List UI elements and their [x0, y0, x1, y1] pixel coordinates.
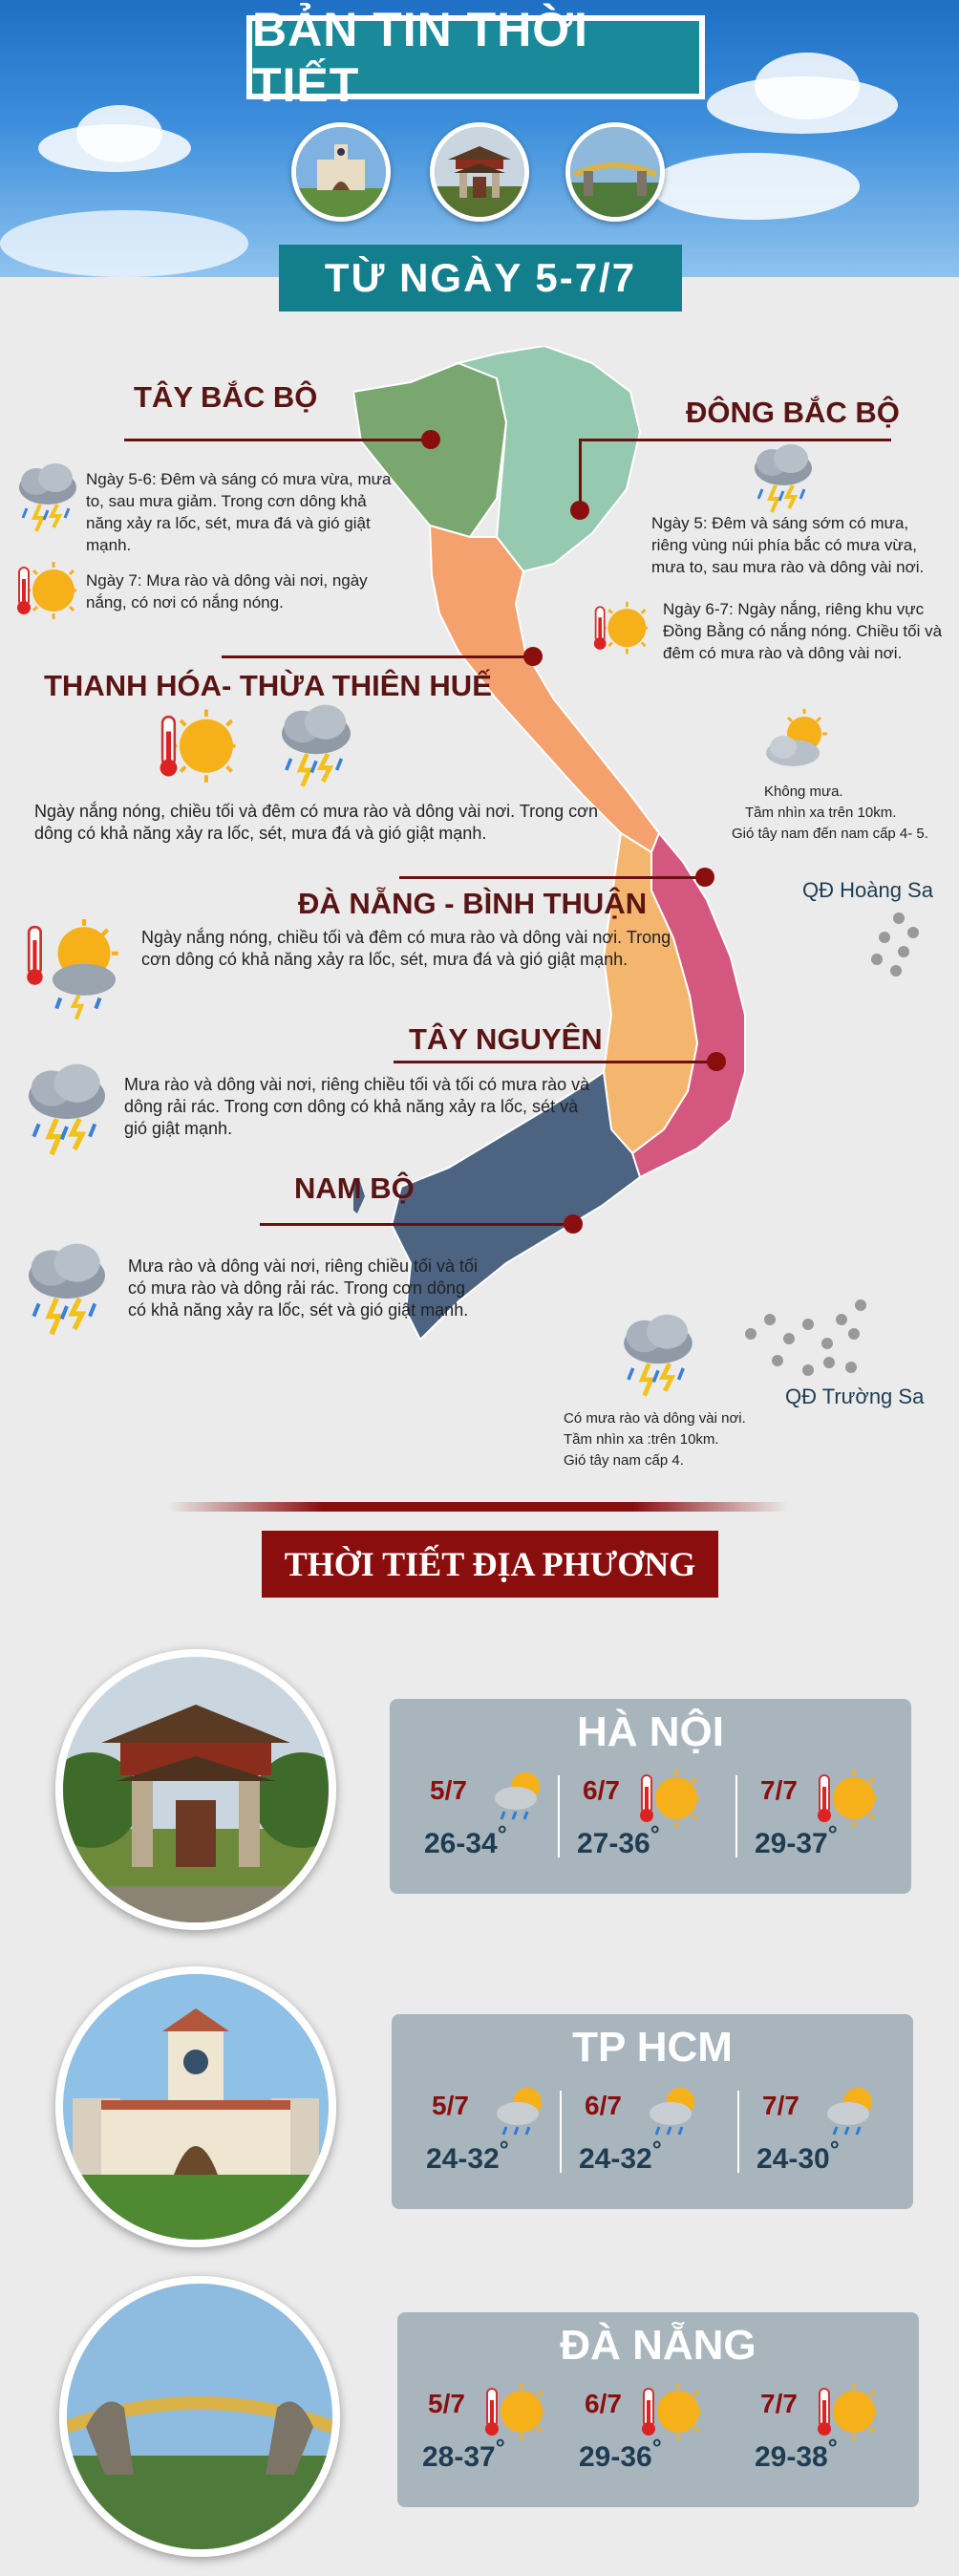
sun-cloud-rain-icon — [820, 2083, 883, 2140]
region-pointer-line — [394, 1061, 718, 1063]
cloud-decoration — [755, 53, 860, 119]
day-forecast — [757, 2091, 862, 2196]
storm-cloud-icon — [13, 461, 82, 537]
city-name: HÀ NỘI — [577, 1708, 724, 1755]
page-title: BẢN TIN THỜI TIẾT — [246, 15, 705, 99]
region-title-dong-bac: ĐÔNG BẮC BỘ — [686, 396, 900, 429]
sun-cloud-rain-icon — [487, 1768, 550, 1825]
storm-cloud-icon — [617, 1311, 699, 1403]
region-pointer-line — [579, 439, 582, 507]
city-panel-ha-noi — [390, 1699, 911, 1894]
island-dot — [764, 1314, 776, 1325]
island-dot — [879, 932, 890, 943]
island-dot — [893, 912, 905, 924]
day-temperature — [579, 2435, 662, 2474]
island-dot — [848, 1328, 860, 1340]
degree-symbol: ° — [827, 1821, 838, 1848]
city-panel-da-nang — [397, 2312, 919, 2507]
region-pointer-line — [222, 655, 533, 658]
hot-sun-icon — [153, 707, 243, 787]
day-forecast — [579, 2389, 684, 2494]
landmark-photo-van-mieu — [430, 122, 529, 222]
city-photo-ha-noi — [55, 1649, 336, 1930]
day-temperature — [422, 2435, 505, 2474]
city-name: ĐÀ NẴNG — [560, 2322, 757, 2369]
region-pointer-dot — [421, 430, 440, 449]
temp-value: 27-36 — [577, 1828, 650, 1859]
day-temperature — [755, 2435, 838, 2474]
truong-sa-line-1: Có mưa rào và dông vài nơi. — [564, 1410, 746, 1427]
hoang-sa-line-3: Gió tây nam đến nam cấp 4- 5. — [732, 826, 928, 842]
region-pointer-dot — [564, 1214, 583, 1234]
region-pointer-dot — [570, 501, 589, 520]
hoang-sa-line-2: Tầm nhìn xa trên 10km. — [745, 805, 897, 821]
degree-symbol: ° — [650, 1821, 660, 1848]
island-dot — [783, 1333, 795, 1344]
region-pointer-line — [124, 439, 435, 441]
sun-cloud-rain-icon — [642, 2083, 705, 2140]
temp-value: 24-32 — [579, 2143, 652, 2175]
degree-symbol: ° — [829, 2136, 840, 2163]
date-range: TỪ NGÀY 5-7/7 — [279, 245, 682, 311]
island-dot — [821, 1338, 833, 1349]
cloud-decoration — [650, 153, 860, 220]
region-text-dong-bac-day5: Ngày 5: Đêm và sáng sớm có mưa, riêng vùng núi phía bắc có mưa vừa, mưa to, sau mưa rào và dông vài nơi. — [651, 514, 925, 576]
day-temperature — [424, 1821, 507, 1860]
temp-value: 29-38 — [755, 2441, 828, 2473]
storm-cloud-icon — [749, 441, 818, 518]
day-forecast — [755, 1775, 860, 1880]
region-text-da-nang-binh-thuan: Ngày nắng nóng, chiều tối và đêm có mưa rào và dông vài nơi. Trong cơn dông có khả năng xảy ra lốc, sét, mưa đá và gió giật mạnh. — [141, 928, 671, 969]
degree-symbol: ° — [651, 2435, 662, 2461]
truong-sa-line-3: Gió tây nam cấp 4. — [564, 1452, 684, 1469]
region-title-nam-bo: NAM BỘ — [294, 1171, 415, 1205]
temp-value: 29-37 — [755, 1828, 828, 1859]
region-text-nam-bo: Mưa rào và dông vài nơi, riêng chiều tối và tối có mưa rào và dông rải rác. Trong cơn dông có khả năng xảy ra lốc, sét và gió giật mạnh. — [128, 1256, 479, 1320]
day-date: 6/7 — [583, 1775, 620, 1805]
hoang-sa-line-1: Không mưa. — [764, 784, 843, 800]
hot-sun-icon — [590, 600, 651, 657]
landmark-photo-golden-bridge — [565, 122, 665, 222]
day-date: 7/7 — [760, 2389, 798, 2418]
region-text-tay-bac-day7: Ngày 7: Mưa rào và dông vài nơi, ngày nắng, có nơi có nắng nóng. — [86, 571, 368, 612]
day-date: 6/7 — [585, 2389, 622, 2418]
storm-cloud-icon — [21, 1059, 113, 1164]
day-divider — [560, 2091, 562, 2173]
region-title-tay-bac: TÂY BẮC BỘ — [134, 380, 318, 414]
degree-symbol: ° — [495, 2435, 505, 2461]
degree-symbol: ° — [827, 2435, 838, 2461]
island-dot — [845, 1362, 857, 1373]
degree-symbol: ° — [499, 2136, 509, 2163]
island-dot — [802, 1319, 814, 1330]
island-dot — [871, 954, 883, 965]
storm-cloud-icon — [21, 1238, 113, 1343]
day-forecast — [422, 2389, 527, 2494]
landmark-photo-ben-thanh — [291, 122, 391, 222]
cloud-decoration — [0, 210, 248, 277]
city-name: TP HCM — [572, 2024, 733, 2071]
island-dot — [836, 1314, 847, 1325]
island-dot — [802, 1364, 814, 1376]
day-temperature — [577, 1821, 660, 1860]
day-temperature — [755, 1821, 838, 1860]
hot-sun-storm-icon — [17, 919, 130, 1024]
day-date: 5/7 — [432, 2091, 469, 2120]
region-text-thanh-hoa-hue: Ngày nắng nóng, chiều tối và đêm có mưa rào và dông vài nơi. Trong cơn dông có khả năng xảy ra lốc, sét, mưa đá và gió giật mạnh. — [34, 802, 598, 843]
day-temperature — [757, 2136, 840, 2176]
region-pointer-dot — [707, 1052, 726, 1071]
section-divider — [167, 1502, 788, 1512]
region-text-tay-bac-day56: Ngày 5-6: Đêm và sáng có mưa vừa, mưa to, sau mưa giảm. Trong cơn dông khả năng xảy ra lốc, sét, mưa đá và gió giật mạnh. — [86, 470, 392, 554]
hot-sun-icon — [13, 560, 80, 623]
region-title-thanh-hoa-hue: THANH HÓA- THỪA THIÊN HUẾ — [44, 669, 492, 702]
day-forecast — [426, 2091, 531, 2196]
region-pointer-dot — [695, 868, 714, 887]
degree-symbol: ° — [651, 2136, 662, 2163]
day-forecast — [579, 2091, 684, 2196]
island-label-hoang-sa: QĐ Hoàng Sa — [802, 878, 933, 902]
temp-value: 24-32 — [426, 2143, 500, 2175]
day-temperature — [426, 2136, 509, 2176]
island-dot — [745, 1328, 757, 1340]
region-title-tay-nguyen: TÂY NGUYÊN — [409, 1022, 603, 1056]
city-photo-da-nang — [59, 2276, 340, 2557]
island-dot — [823, 1357, 835, 1368]
temp-value: 29-36 — [579, 2441, 652, 2473]
day-date: 7/7 — [762, 2091, 799, 2120]
region-text-tay-nguyen: Mưa rào và dông vài nơi, riêng chiều tối và tối có mưa rào và dông rải rác. Trong cơn dông có khả năng xảy ra lốc, sét và gió giật mạnh. — [124, 1075, 590, 1138]
day-temperature — [579, 2136, 662, 2176]
day-date: 5/7 — [428, 2389, 465, 2418]
day-date: 7/7 — [760, 1775, 798, 1805]
island-dot — [772, 1355, 783, 1366]
city-photo-tp-hcm — [55, 1966, 336, 2247]
region-pointer-line — [581, 439, 891, 441]
sun-cloud-rain-icon — [489, 2083, 552, 2140]
region-text-dong-bac-day67: Ngày 6-7: Ngày nắng, riêng khu vực Đồng Bằng có nắng nóng. Chiều tối và đêm có mưa rào và dông vài nơi. — [663, 600, 943, 662]
island-dot — [855, 1299, 866, 1311]
region-title-da-nang-binh-thuan: ĐÀ NẴNG - BÌNH THUẬN — [298, 887, 648, 920]
city-panel-tp-hcm — [392, 2014, 913, 2209]
day-divider — [735, 1775, 737, 1857]
day-divider — [737, 2091, 739, 2173]
section-title-local-weather: THỜI TIẾT ĐỊA PHƯƠNG — [262, 1531, 718, 1598]
temp-value: 26-34 — [424, 1828, 498, 1859]
truong-sa-line-2: Tầm nhìn xa :trên 10km. — [564, 1431, 719, 1448]
island-dot — [890, 965, 902, 977]
degree-symbol: ° — [497, 1821, 507, 1848]
sun-cloud-icon — [760, 709, 833, 774]
day-forecast — [577, 1775, 682, 1880]
region-pointer-line — [399, 876, 703, 879]
day-forecast — [424, 1775, 529, 1880]
day-forecast — [755, 2389, 860, 2494]
region-pointer-line — [260, 1223, 573, 1226]
island-dot — [898, 946, 909, 957]
island-dot — [907, 927, 919, 938]
day-divider — [558, 1775, 560, 1857]
cloud-decoration — [76, 105, 162, 162]
region-pointer-dot — [523, 647, 543, 666]
vietnam-map — [353, 346, 812, 1349]
island-label-truong-sa: QĐ Trường Sa — [785, 1385, 925, 1408]
temp-value: 24-30 — [757, 2143, 830, 2175]
day-date: 5/7 — [430, 1775, 467, 1805]
day-date: 6/7 — [585, 2091, 622, 2120]
temp-value: 28-37 — [422, 2441, 496, 2473]
storm-cloud-icon — [273, 701, 359, 793]
